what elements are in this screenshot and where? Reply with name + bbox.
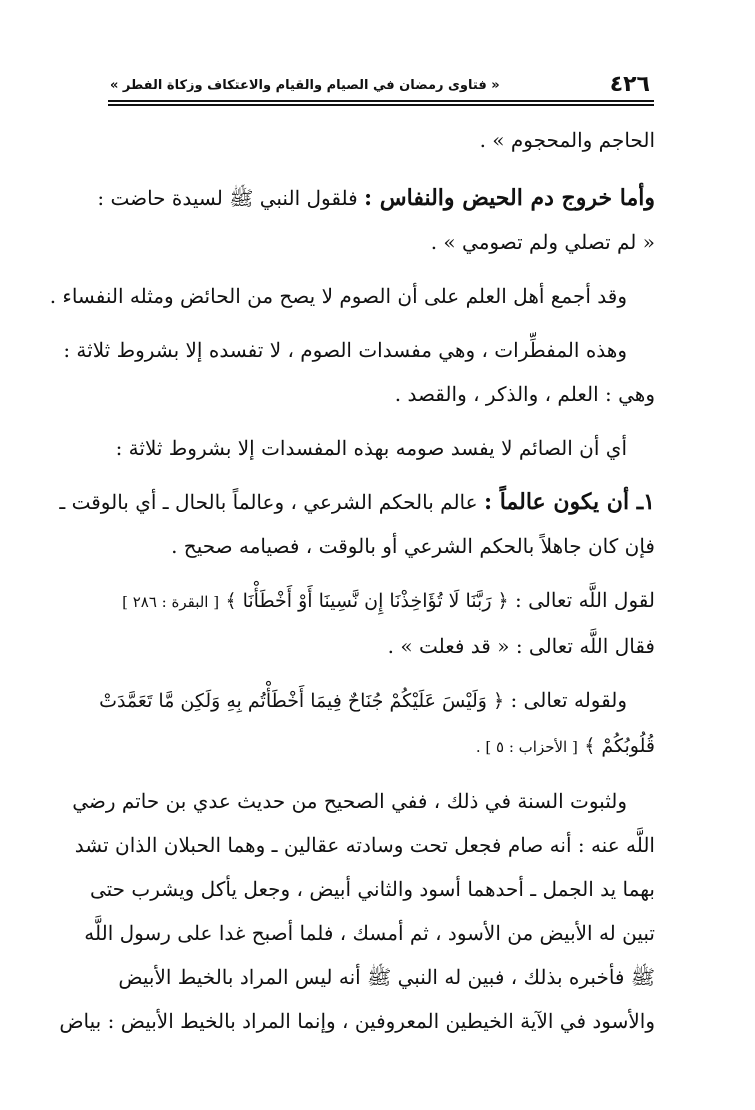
quran-verse: ﴿ رَبَّنَا لَا تُؤَاخِذْنَا إِن نَّسِينَا أَوْ أَخْطَأْنَا ﴾ [225, 590, 509, 612]
text-line: « لم تصلي ولم تصومي » . [430, 230, 655, 254]
text-line: وهي : العلم ، والذكر ، والقصد . [394, 382, 655, 406]
text-line: بهما يد الجمل ـ أحدهما أسود والثاني أبيض ، وجعل يأكل ويشرب حتى [89, 877, 655, 901]
text-line: ﷺ فأخبره بذلك ، فبين له النبي ﷺ أنه ليس المراد بالخيط الأبيض [118, 965, 655, 989]
condition-heading: ١ـ أن يكون عالماً : [483, 489, 655, 515]
page-body [49, 118, 655, 1043]
text-line: فإن كان جاهلاً بالحكم الشرعي أو بالوقت ، فصيامه صحيح . [171, 534, 655, 558]
page-number: ٤٢٦ [609, 72, 650, 97]
text-line [97, 176, 655, 220]
text-line: اللَّه عنه : أنه صام فجعل تحت وسادته عقالين ـ وهما الحبلان الذان تشد [74, 833, 655, 857]
text-line: وقد أجمع أهل العلم على أن الصوم لا يصح من الحائض ومثله النفساء . [49, 284, 627, 308]
section-heading: وأما خروج دم الحيض والنفاس : [364, 185, 655, 211]
quran-verse: ﴿ وَلَيْسَ عَلَيْكُمْ جُنَاحٌ فِيمَا أَخْطَأْتُم بِهِ وَلَكِن مَّا تَعَمَّدَتْ [99, 690, 505, 712]
text-line: تبين له الأبيض من الأسود ، ثم أمسك ، فلما أصبح غدا على رسول اللَّه [84, 921, 655, 945]
text-line: ولثبوت السنة في ذلك ، ففي الصحيح من حديث عدي بن حاتم رضي [72, 789, 627, 813]
text-span: عالم بالحكم الشرعي ، وعالماً بالحال ـ أي بالوقت ـ [59, 490, 478, 514]
text-line [110, 723, 655, 769]
text-line: وهذه المفطِّرات ، وهي مفسدات الصوم ، لا تفسده إلا بشروط ثلاثة : [63, 338, 627, 362]
quran-verse: قُلُوبُكُمْ ﴾ [584, 735, 655, 757]
text-span: فلقول النبي ﷺ لسيدة حاضت : [97, 186, 358, 210]
header-rule-top [108, 100, 654, 102]
text-line: والأسود في الآية الخيطين المعروفين ، وإنما المراد بالخيط الأبيض : بياض [59, 1009, 655, 1033]
text-line [99, 678, 655, 723]
header-rule-bottom [108, 104, 654, 106]
running-title: « فتاوى رمضان في الصيام والقيام والاعتكاف وزكاة الفطر » [110, 78, 500, 93]
verse-reference: [ الأحزاب : ٥ ] . [475, 738, 578, 756]
text-line [59, 480, 655, 524]
text-line: فقال اللَّه تعالى : « قد فعلت » . [387, 634, 655, 658]
text-line: أي أن الصائم لا يفسد صومه بهذه المفسدات إلا بشروط ثلاثة : [115, 436, 627, 460]
text-span: لقول اللَّه تعالى : [515, 588, 655, 612]
verse-reference: [ البقرة : ٢٨٦ ] [122, 593, 220, 611]
text-line: الحاجم والمحجوم » . [479, 128, 655, 152]
text-span: ولقوله تعالى : [510, 688, 627, 712]
text-line [110, 578, 655, 624]
